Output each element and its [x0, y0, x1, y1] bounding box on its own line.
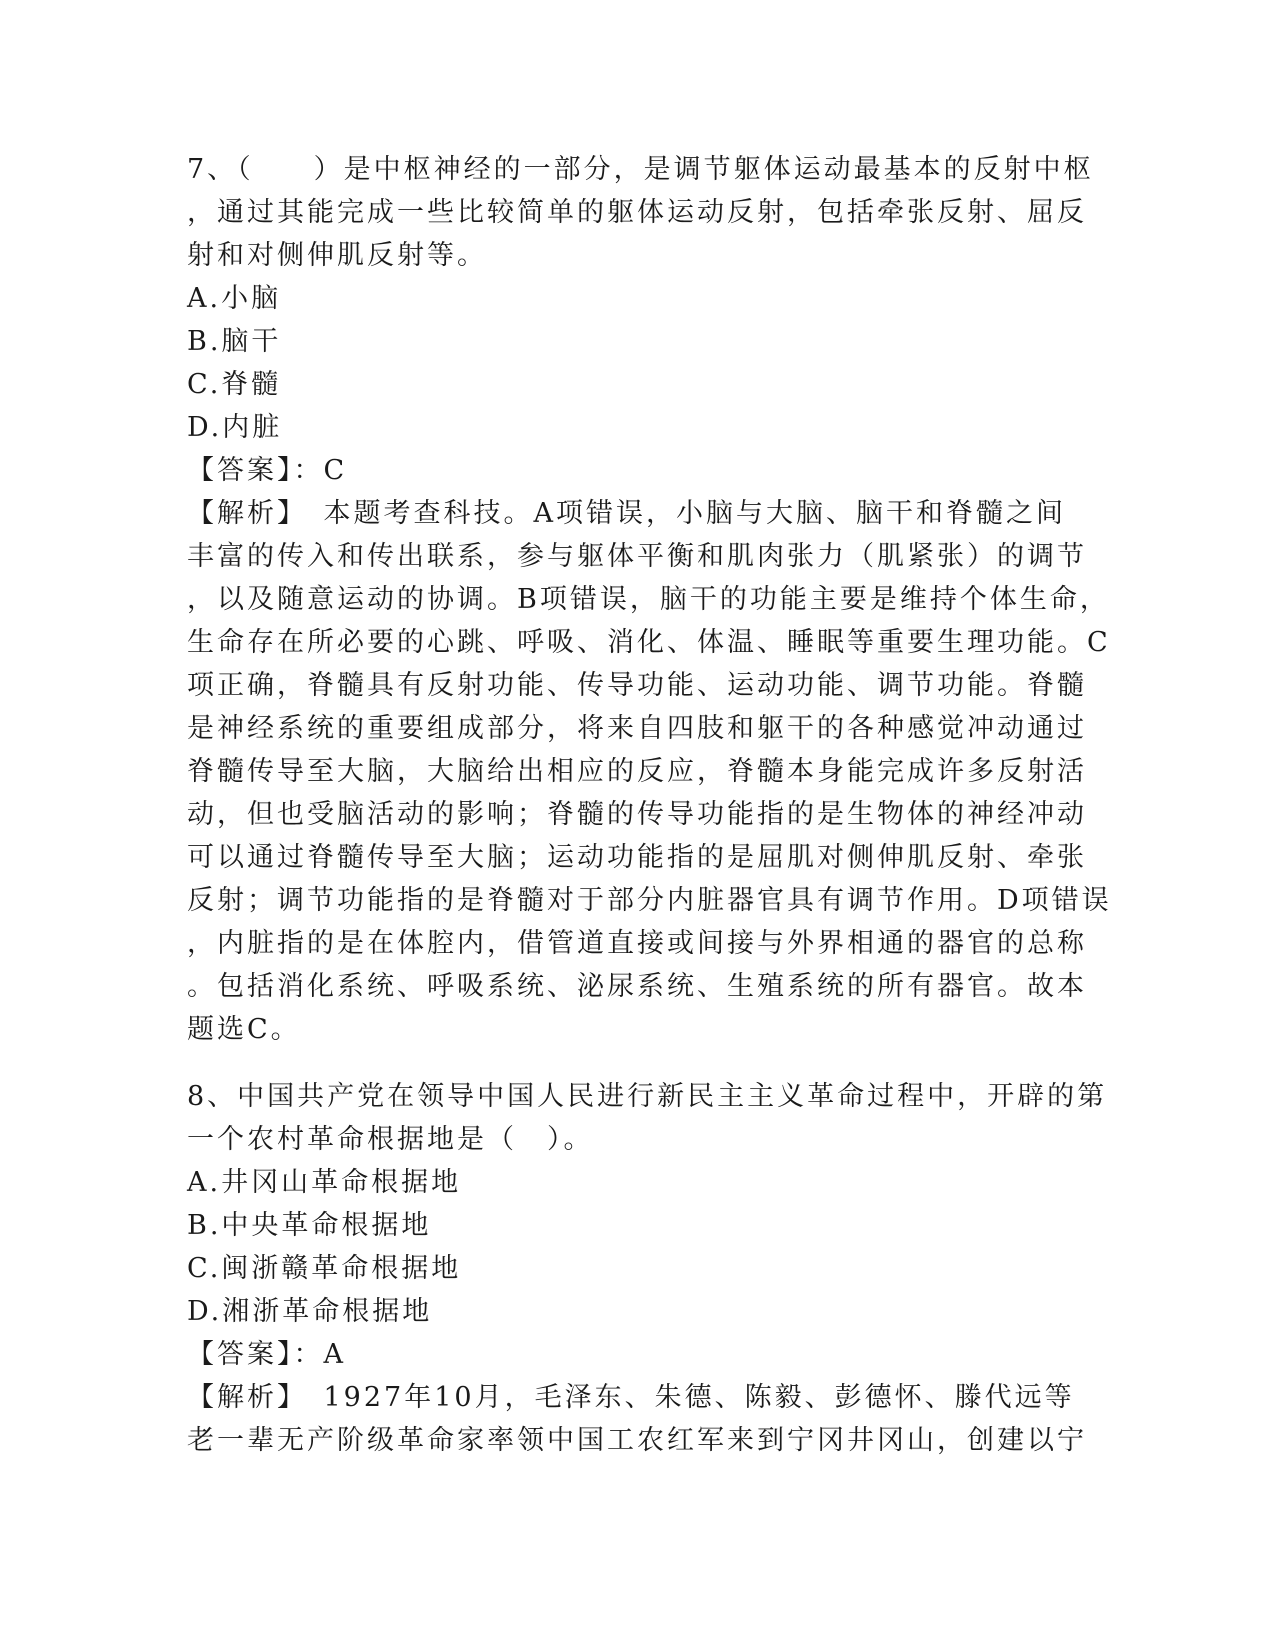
analysis-line: 【解析】 本题考查科技。A项错误，小脑与大脑、脑干和脊髓之间: [187, 498, 1066, 529]
option-a: A.小脑: [187, 283, 282, 314]
option-d: D.内脏: [187, 412, 283, 443]
answer-line: 【答案】：C: [187, 455, 348, 486]
analysis-line: 题选C。: [187, 1014, 301, 1045]
analysis-line: ，以及随意运动的协调。B项错误，脑干的功能主要是维持个体生命，: [187, 584, 1110, 615]
analysis-line: 丰富的传入和传出联系，参与躯体平衡和肌肉张力（肌紧张）的调节: [187, 541, 1087, 572]
question-stem-line: 一个农村革命根据地是（ ）。: [187, 1124, 594, 1155]
option-d: D.湘浙革命根据地: [187, 1296, 433, 1327]
analysis-line: 是神经系统的重要组成部分，将来自四肢和躯干的各种感觉冲动通过: [187, 713, 1087, 744]
answer-line: 【答案】：A: [187, 1339, 346, 1370]
analysis-line: ，内脏指的是在体腔内，借管道直接或间接与外界相通的器官的总称: [187, 928, 1087, 959]
question-stem-line: 8、中国共产党在领导中国人民进行新民主主义革命过程中，开辟的第: [187, 1081, 1108, 1112]
question-stem-line: ，通过其能完成一些比较简单的躯体运动反射，包括牵张反射、屈反: [187, 197, 1087, 228]
analysis-line: 生命存在所必要的心跳、呼吸、消化、体温、睡眠等重要生理功能。C: [187, 627, 1111, 658]
option-a: A.井冈山革命根据地: [187, 1167, 462, 1198]
question-stem-line: 射和对侧伸肌反射等。: [187, 240, 487, 271]
question-stem-line: 7、（ ）是中枢神经的一部分，是调节躯体运动最基本的反射中枢: [187, 154, 1094, 185]
option-b: B.中央革命根据地: [187, 1210, 432, 1241]
analysis-line: 动，但也受脑活动的影响；脊髓的传导功能指的是生物体的神经冲动: [187, 799, 1087, 830]
option-c: C.脊髓: [187, 369, 282, 400]
analysis-line: 项正确，脊髓具有反射功能、传导功能、运动功能、调节功能。脊髓: [187, 670, 1087, 701]
analysis-line: 【解析】 1927年10月，毛泽东、朱德、陈毅、彭德怀、滕代远等: [187, 1382, 1075, 1413]
analysis-line: 老一辈无产阶级革命家率领中国工农红军来到宁冈井冈山，创建以宁: [187, 1425, 1087, 1456]
option-c: C.闽浙赣革命根据地: [187, 1253, 462, 1284]
analysis-line: 反射；调节功能指的是脊髓对于部分内脏器官具有调节作用。D项错误: [187, 885, 1112, 916]
analysis-line: 脊髓传导至大脑，大脑给出相应的反应，脊髓本身能完成许多反射活: [187, 756, 1087, 787]
option-b: B.脑干: [187, 326, 282, 357]
analysis-line: 。包括消化系统、呼吸系统、泌尿系统、生殖系统的所有器官。故本: [187, 971, 1087, 1002]
analysis-line: 可以通过脊髓传导至大脑；运动功能指的是屈肌对侧伸肌反射、牵张: [187, 842, 1087, 873]
question-8: [187, 1075, 1108, 1462]
question-7: [187, 148, 1112, 1051]
